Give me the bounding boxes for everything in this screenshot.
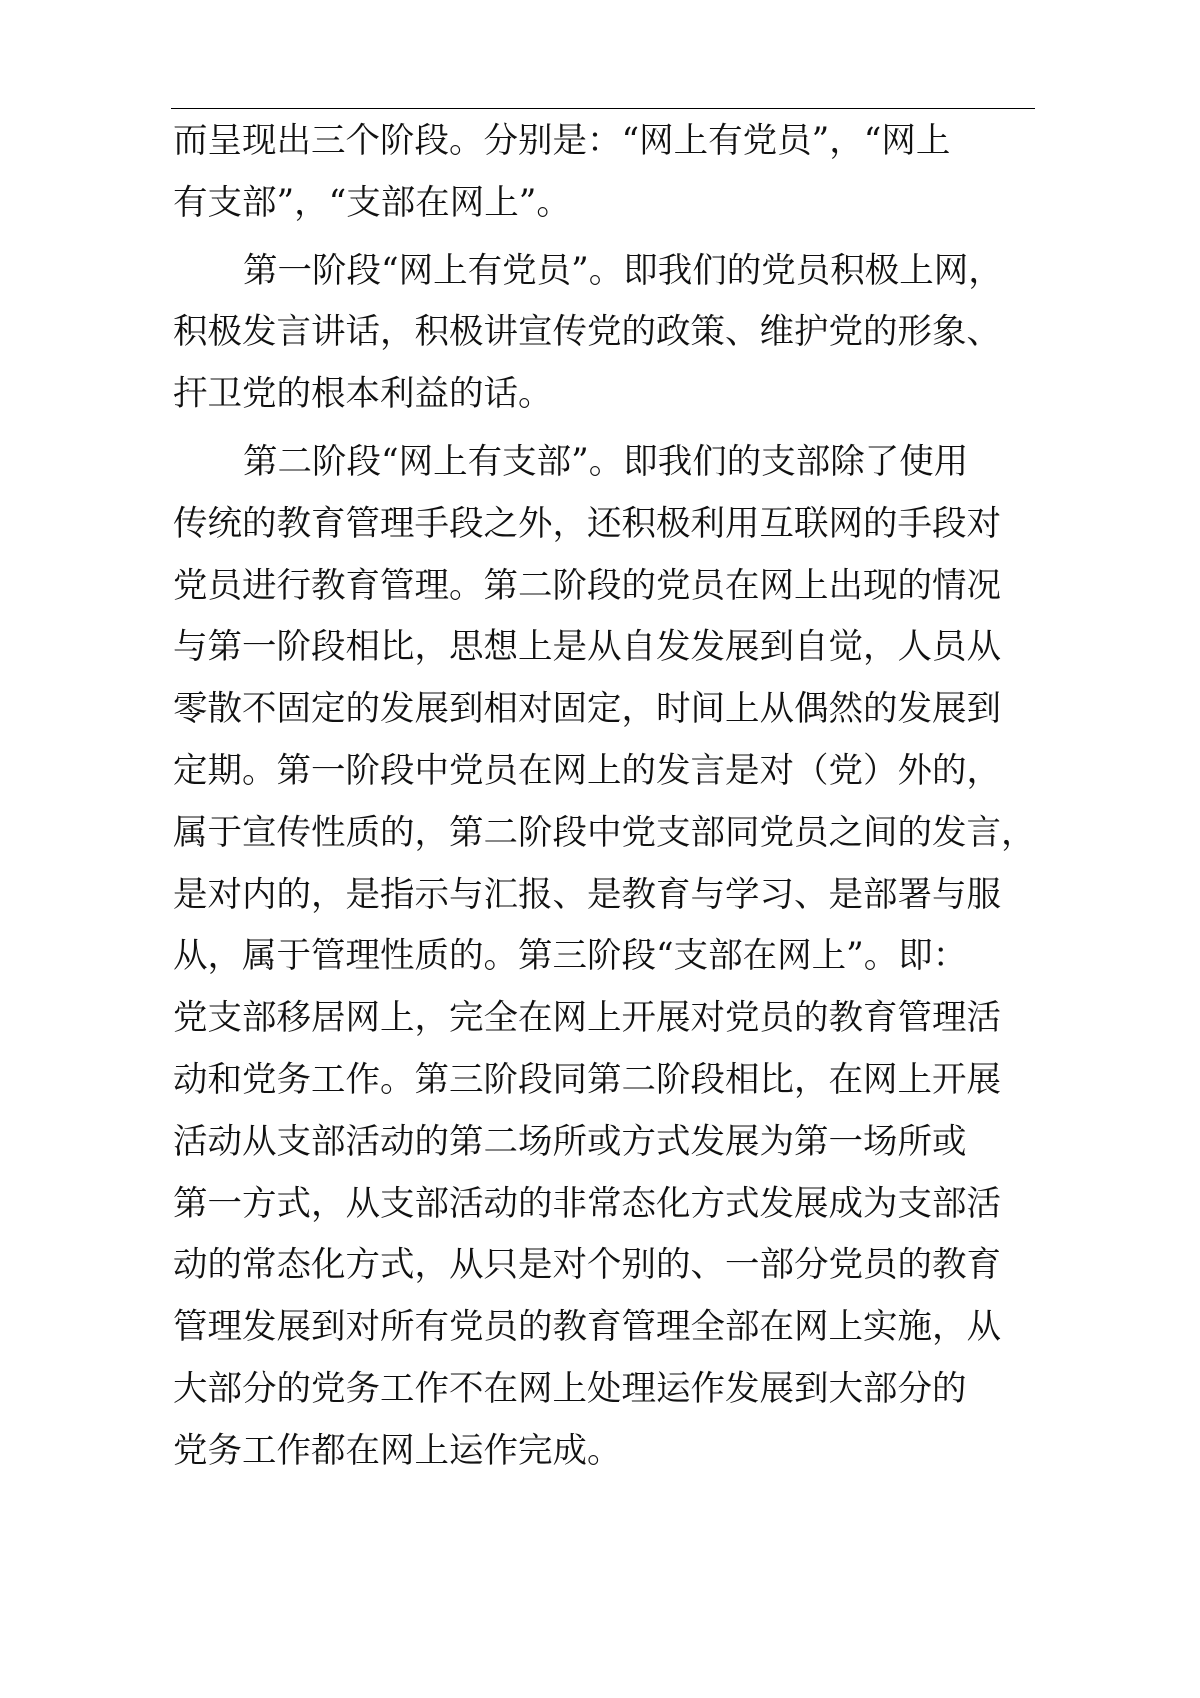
text-line: 属于宣传性质的，第二阶段中党支部同党员之间的发言， (173, 812, 1036, 853)
header-rule (171, 108, 1035, 109)
paragraph (173, 241, 1045, 426)
text-line: 动和党务工作。第三阶段同第二阶段相比，在网上开展 (173, 1059, 1001, 1100)
text-line: 从，属于管理性质的。第三阶段“支部在网上”。即： (173, 936, 968, 977)
text-line: 活动从支部活动的第二场所或方式发展为第一场所或 (173, 1121, 967, 1162)
text-line: 有支部”，“支部在网上”。 (173, 182, 571, 223)
document-body (173, 111, 1045, 1483)
text-line: 是对内的，是指示与汇报、是教育与学习、是部署与服 (173, 874, 1001, 915)
text-line: 积极发言讲话，积极讲宣传党的政策、维护党的形象、 (173, 312, 1001, 353)
text-line: 与第一阶段相比，思想上是从自发发展到自觉，人员从 (173, 627, 1001, 668)
text-line: 管理发展到对所有党员的教育管理全部在网上实施，从 (173, 1307, 1001, 1348)
text-line: 定期。第一阶段中党员在网上的发言是对（党）外的， (173, 750, 1001, 791)
text-line: 动的常态化方式，从只是对个别的、一部分党员的教育 (173, 1245, 1001, 1286)
text-line: 第一阶段“网上有党员”。即我们的党员积极上网， (243, 250, 1003, 291)
paragraph (173, 111, 1045, 235)
text-line: 第一方式，从支部活动的非常态化方式发展成为支部活 (173, 1183, 1001, 1224)
text-line: 党支部移居网上，完全在网上开展对党员的教育管理活 (173, 998, 1001, 1039)
text-line: 党务工作都在网上运作完成。 (173, 1430, 622, 1471)
text-line: 大部分的党务工作不在网上处理运作发展到大部分的 (173, 1368, 967, 1409)
paragraph (173, 432, 1045, 1483)
text-line: 而呈现出三个阶段。分别是：“网上有党员”，“网上 (173, 121, 951, 161)
text-line: 传统的教育管理手段之外，还积极利用互联网的手段对 (173, 503, 1001, 544)
text-line: 第二阶段“网上有支部”。即我们的支部除了使用 (243, 441, 969, 482)
text-line: 零散不固定的发展到相对固定，时间上从偶然的发展到 (173, 689, 1001, 730)
text-line: 党员进行教育管理。第二阶段的党员在网上出现的情况 (173, 565, 1001, 606)
text-line: 扞卫党的根本利益的话。 (173, 374, 553, 415)
